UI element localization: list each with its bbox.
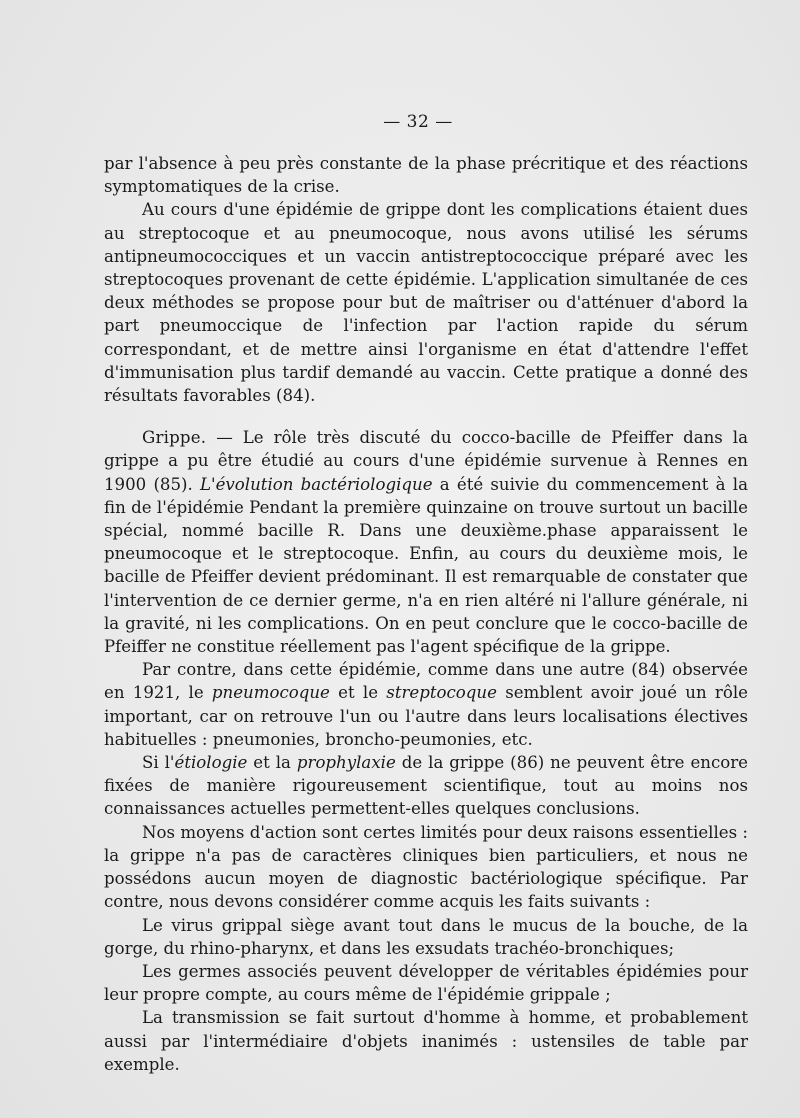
paragraph-5-text-b: et la [247,753,297,773]
page-number: — 32 — [383,112,453,132]
paragraph-4-text-a: Par contre, dans cette épidémie, comme dans une autre (84) observée en 1921, le [104,660,748,703]
italic-pneumocoque: pneumocoque [211,683,330,703]
paragraph-9: La transmission se fait surtout d'homme à homme, et probablement aussi par l'intermédiaire d'objets inanimés : ustensiles de table par exemple. [104,1008,748,1074]
body-text [104,152,748,1076]
paragraph-4-text-c: semblent avoir joué un rôle important, car on retrouve l'un ou l'autre dans leurs localisations électives habituelles : pneumonies, broncho-peumonies, etc. [104,683,748,749]
italic-evolution-bacteriologique: L'évolution bactériologique [200,474,433,494]
paragraph-1: par l'absence à peu près constante de la phase précritique et des réactions symptomatiques de la crise. [104,154,748,197]
paragraph-7: Le virus grippal siège avant tout dans le mucus de la bouche, de la gorge, du rhino-pharynx, et dans les exsudats trachéo-bronchiques; [104,915,748,958]
italic-etiologie: étiologie [174,753,248,773]
paragraph-5-text-c: de la grippe (86) ne peuvent être encore fixées de manière rigoureusement scientifique, tout au moins nos connaissances actuelles permettent-elles quelques conclusions. [104,753,748,819]
paragraph-6: Nos moyens d'action sont certes limités pour deux raisons essentielles : la grippe n'a pas de caractères cliniques bien particuliers, et nous ne possédons aucun moyen de diagnostic bactériologique spécifique. Par contre, nous devons considérer comme acquis les faits suivants : [104,822,748,912]
paragraph-3-text-a: — Le rôle très discuté du cocco-bacille de Pfeiffer dans la grippe a pu être étudié au cours d'une épidémie survenue à Rennes en 1900 (85). [104,428,748,494]
paragraph-8: Les germes associés peuvent développer de véritables épidémies pour leur propre compte, au cours même de l'épidémie grippale ; [104,961,748,1005]
paragraph-5-text-a: Si l' [142,753,175,773]
paragraph-2: Au cours d'une épidémie de grippe dont les complications étaient dues au streptocoque et au pneumocoque, nous avons utilisé les sérums antipneumococciques et un vaccin antistreptococcique préparé avec les streptocoques provenant de cette épidémie. L'application simultanée de ces deux méthodes se propose pour but de maîtriser ou d'atténuer d'abord la part pneumoccique de l'infection par l'action rapide du sérum correspondant, et de mettre ainsi l'organisme en état d'attendre l'effet d'immunisation plus tardif demandé au vaccin. Cette pratique a donné des résultats favorables (84). [104,200,748,406]
paragraph-3-text-b: a été suivie du commencement à la fin de l'épidémie Pendant la première quinzaine on trouve surtout un bacille spécial, nommé bacille R. Dans une deuxième.phase apparaissent le pneumocoque et le streptocoque. Enfin, au cours du deuxième mois, le bacille de Pfeiffer devient prédominant. Il est remarquable de constater que l'intervention de ce dernier germe, n'a en rien altéré ni l'allure générale, ni la gravité, ni les complications. On en peut conclure que le cocco-bacille de Pfeiffer ne constitue réellement pas l'agent spécifique de la grippe. [104,474,748,657]
italic-prophylaxie: prophylaxie [296,753,396,773]
italic-streptocoque: streptocoque [386,683,497,703]
paragraph-5 [104,751,748,821]
paragraph-4-text-b: et le [329,683,387,703]
section-lead-grippe: Grippe. [142,428,207,448]
paragraph-4 [104,658,748,751]
paragraph-3-grippe [104,426,748,658]
